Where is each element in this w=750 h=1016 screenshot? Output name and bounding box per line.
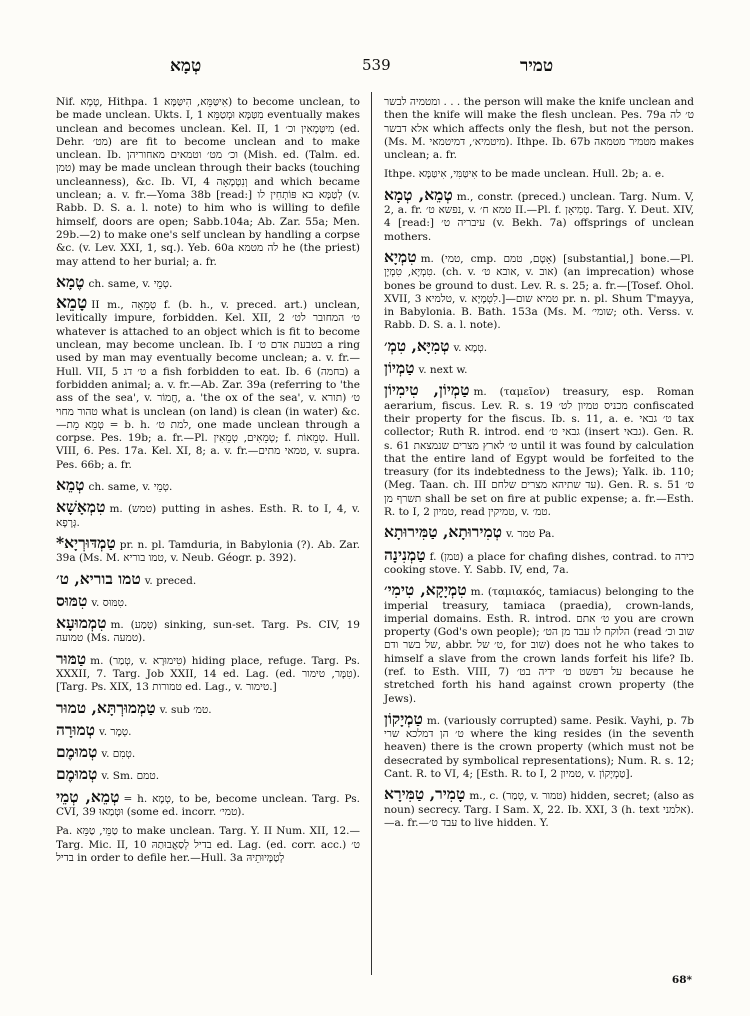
entry-headword: טְמֵא, טְמֵי	[56, 786, 120, 806]
entry-headword: טמו בוריא, ט׳	[56, 568, 141, 588]
entry-headword: טַמְמוּרְתָּא, טמוּר	[56, 697, 156, 717]
entry-headword: טְמוּרָה	[56, 719, 96, 739]
entry-definition: v. טְמִם.	[101, 748, 136, 761]
entry-definition: Nif. טְמָא, Hithpa. אִיטַּמֵּא, הִיטַּמָּא 1) to become unclean, to be made unclean. Ukts. I, 1 מִטַּמָּא וּמְטַמֵּא eventually makes unclean and becomes unclean. Kel. II, 1 מִיטַּמְאִין וכ׳ (ed. Dehr. מט׳) are fit to become unclean and to make unclean. Ib. וכ׳ מט׳ וטמאים מאחוריהן (Mish. ed. (Talm. ed. טמן) may be made unclean through their backs (touching uncleanness), &c. Ib. VI, 4 וְנִטְמָאָה and which became unclean; a. v. fr.—Yoma 38b [read:] לְטַמָּא בא פּוֹתְחִין לו (v. Rabb. D. S. a. l. note) to him who is willing to defile himself, doors are open; Sabb.104a; Ab. Zar. 55a; Men. 29b.—2) to make one's self unclean by handling a corpse &c. (v. Lev. XXI, 1, sq.). Yeb. 60a לה מטמא he (the priest) may attend to her burial; a. fr.	[56, 96, 360, 268]
dictionary-entry	[56, 497, 360, 530]
dictionary-entry	[56, 742, 360, 762]
entry-definition: m. (טְמַע) sinking, sun-set. Targ. Ps. CIV, 19 טמועה (Ms. טמעה).	[56, 619, 360, 645]
dictionary-entry	[56, 532, 360, 566]
entry-headword: טִמְיָא	[384, 246, 417, 266]
dictionary-entry	[56, 697, 360, 717]
dictionary-entry	[384, 335, 694, 355]
dictionary-entry	[384, 708, 694, 781]
entry-definition: v. טמר Pa.	[506, 528, 555, 541]
dictionary-entry	[384, 184, 695, 244]
entry-definition: f. (טמן) a place for chafing dishes, contrad. to כירה cooking stove. Y. Sabb. IV, end, 7a.	[384, 550, 694, 576]
dictionary-entry	[384, 544, 694, 578]
entry-headword: טִמְיָקָא, טִימִי׳	[384, 580, 467, 600]
entry-headword: טִמּוּס	[56, 590, 88, 610]
entry-headword: טָמִיר, טַמִּירָא	[384, 784, 466, 804]
entry-definition: v. טְמָר.	[99, 725, 132, 738]
entry-definition: v. טִמּוּס.	[91, 596, 128, 609]
entry-definition: m., constr. (preced.) unclean. Targ. Num. V, 2, a. fr. נפשא ט׳, v. טמא ח׳ II.—Pl. f. טְמִיאָן. Targ. Y. Deut. XIV, 4 [read:] עיבריה ט׳ (v. Bekh. 7a) offsprings of unclean mothers.	[384, 190, 695, 243]
entry-definition: v. preced.	[144, 574, 197, 587]
entry-definition: m., c. (טְמַר, v. טמור) hidden, secret; (also as noun) secrecy. Targ. I Sam. X, 22. Ib. XXI, 3 (h. text אלמני).—a. fr.—עבד ט׳ to live hidden. Y.	[384, 790, 694, 829]
entry-headword: טְמִיָּא, טִמְ׳	[384, 335, 450, 355]
entry-definition: v. Sm. טמם.	[101, 770, 160, 783]
dictionary-entry	[384, 246, 695, 333]
dictionary-entry	[384, 96, 694, 162]
dictionary-entry	[56, 568, 360, 588]
entry-headword: טִמְאָשָׁא	[56, 497, 106, 517]
dictionary-entry	[384, 522, 694, 542]
entry-headword: טְמוּמֶם	[56, 764, 98, 784]
dictionary-entry	[56, 271, 360, 291]
entry-definition: m. (ταμεῖον) treasury, esp. Roman aerarium, fiscus. Lev. R. s. 19 מכניס טמיון לט׳ confiscated their property for the fiscus. Ib. s. 11, a. e. ט׳ גבאי tax collector; Ruth R. introd. end גבאי ט׳ (insert גבאי). Gen. R. s. 61 ט׳ לארץ מצרים שנמצאת until it was found by calculation that the entire land of Egypt would be forfeited to the treasury (for its indebtedness to the Jews); Yalk. ib. 110; (Meg. Taan. ch. III עד שתיהא מצרים שלחם). Gen. R. s. 51 ט׳ תשרף מן shall be set on fire at public expense; a. fr.—Esth. R. to I, 2 טמיון, read טמיקין, v. טמ׳.	[384, 386, 695, 519]
entry-definition: m. (טמי, cmp. אָטָם, טמם) [substantial,] bone.—Pl. טִמְיָא, טִמְיָן. (ch. v. אובא ט׳, v. אוב) (an imprecation) whose bones be ground to dust. Lev. R. s. 25; a. fr.—[Tosef. Ohol. XVII, 3 טלמיא, v. לִטְמָיָא.]—טמיא שום pr. n. pl. Shum T'mayya, in Babylonia. B. Bath. 153a (Ms. M. שומי׳; oth. Verss. v. Rabb. D. S. a. l. note).	[384, 252, 695, 332]
dictionary-entry	[56, 96, 360, 269]
entry-headword: טַמּוּר	[56, 648, 87, 668]
entry-headword: טַמְנִינָה	[384, 544, 426, 564]
entry-headword: טְמֵא, טְמָא	[384, 184, 453, 204]
dictionary-entry	[56, 293, 360, 472]
dictionary-entry	[56, 475, 360, 495]
entry-headword: טַמְיָקוֹן	[384, 708, 423, 728]
entry-definition: II m., טְמֵאָה f. (b. h., v. preced. art.) unclean, levitically impure, forbidden. Kel. XII, 2 ט׳ המחובר לט׳ whatever is attached to an object which is fit to become unclean, may become unclean. Ib. I בטבעת אדם ט׳ a ring used by man may eventually become unclean; a. v. fr.—Hull. VII, 5 ט׳ דג a fish forbidden to eat. Ib. 6 (בחמה) a forbidden animal; a. v. fr.—Ab. Zar. 39a (referring to 'the ass of the sea', v. חֲמוֹר, a. 'the ox of the sea', v. תורא) ט׳ טהור מחוי what is unclean (on land) is clean (in water) &c.—טְמֵא מֵת = b. h. למת ט׳, one made unclean through a corpse. Pes. 19b; a. fr.—Pl. טְמֵאִים, טְמֵאִין; f. טְמֵאוֹת. Hull. VIII, 6. Pes. 17a. Kel. XI, 8; a. v. fr.—טמאי מתים, v. supra. Pes. 66b; a. fr.	[56, 299, 360, 471]
dictionary-entry	[56, 648, 361, 695]
entry-definition: v. sub טמ׳.	[159, 703, 212, 716]
dictionary-entry	[384, 580, 695, 706]
entry-definition: m. (טמש) putting in ashes. Esth. R. to I, 4, v. גְּרָפָא.	[56, 503, 360, 529]
header-left-word: טְמָא	[170, 56, 202, 76]
entry-headword: טַמְיוֹן, טִימִיוֹן	[384, 380, 470, 400]
entry-definition: v. טְמָא.	[453, 341, 488, 354]
right-column	[384, 96, 694, 836]
header-right-word: טמיר	[520, 56, 554, 76]
dictionary-entry	[56, 590, 360, 610]
entry-definition: m. (variously corrupted) same. Pesik. Vayhi, p. 7b ט׳ הן דמלכא שרי where the king resides (in the seventh heaven) there is the crown property (which must not be desecrated by symbolical representations); Num. R. s. 12; Cant. R. to VI, 4; [Esth. R. to I, 2 טמיון, v. טַמְיָקוֹן].	[384, 714, 694, 781]
entry-definition: ומטמיה לבשר . . . the person will make the knife unclean and then the knife will make the flesh unclean. Pes. 79a ט׳ לה אלא דבשר which affects only the flesh, but not the person. (Ms. M. מיטמיא׳, דמיטמאי). Ithpe. Ib. 67b מטמיר מטמאה makes unclean; a. fr.	[384, 96, 695, 162]
entry-headword: טַמְיוֹן	[384, 358, 415, 378]
dictionary-entry	[56, 825, 360, 865]
dictionary-entry	[384, 380, 695, 519]
dictionary-entry	[56, 786, 361, 820]
entry-headword: טִמְמוּעָא	[56, 613, 107, 633]
entry-definition: m. (ταμιακός, tamiacus) belonging to the imperial treasury, tamiaca (praedia), crown-lands, imperial domains. Esth. R. introd. ט׳ אתם you are crown property (God's own people); הלוקח לו עבד מן הט׳ (read שוב וכ׳ של בשר ודם, abbr. ט׳ של, for שוב) does not he who takes to himself a slave from the crown lands forfeit his life? Ib. (ref. to Esth. VIII, 7) על דפשט ט׳ ידיה בט׳ because he stretched forth his hand against crown property (the Jews).	[384, 586, 695, 705]
entry-headword: טְמִירוּתָא, טַמִּירוּתָא	[384, 522, 502, 542]
dictionary-entry	[56, 764, 360, 784]
signature-mark: 68*	[671, 974, 692, 986]
entry-headword: טָמֵא	[56, 293, 88, 314]
dictionary-entry	[56, 719, 360, 739]
entry-definition: ch. same, v. טְמֵי.	[88, 277, 173, 290]
entry-headword: *טַמְדּוּרְיָא	[56, 532, 116, 552]
entry-headword: טְמוּמֶם	[56, 742, 98, 762]
entry-definition: Pa. טַמֵּי, טַמֵּא to make unclean. Targ. Y. II Num. XII, 12.—Targ. Mic. II, 10 בדיל לְסַאֲבוּתַהּ ed. Lag. (ed. corr. acc.) ט׳ בדיל in order to defile her.—Hull. 3a לְטַמָּיוּתֵיהּ	[56, 825, 360, 864]
dictionary-entry	[384, 168, 694, 181]
entry-definition: pr. n. pl. Tamduria, in Babylonia (?). Ab. Zar. 39a (Ms. M. טמו בוריא, v. Neub. Géogr. p. 392).	[56, 538, 360, 565]
entry-definition: ch. same, v. טְמֵי.	[88, 481, 173, 494]
entry-definition: m. (טְמַר, v. טִימוּרָא) hiding place, refuge. Targ. Ps. XXXII, 7. Targ. Job XXII, 14 ed. Lag. (ed. טִמָּר, טימור). [Targ. Ps. XIX, 13 טמורות ed. Lag., v. טימור.]	[56, 654, 361, 694]
entry-definition: Ithpe. אִיטַּמִּי, אִיטַּמָּא to be made unclean. Hull. 2b; a. e.	[384, 168, 665, 181]
entry-definition: = h. טְמָא, to be, become unclean. Targ. Ps. CVI, 39 וּטְמַאוּ (some ed. incorr. טמי׳).	[56, 792, 361, 819]
column-divider	[371, 92, 372, 975]
entry-headword: טְמֵא	[56, 475, 85, 495]
page-header	[0, 56, 750, 82]
entry-headword: טֶמָא	[56, 271, 85, 291]
dictionary-entry	[384, 784, 694, 830]
left-column	[56, 96, 360, 871]
dictionary-entry	[384, 358, 694, 378]
page-number: 539	[362, 56, 391, 74]
dictionary-entry	[56, 613, 360, 646]
entry-definition: v. next w.	[418, 364, 468, 377]
